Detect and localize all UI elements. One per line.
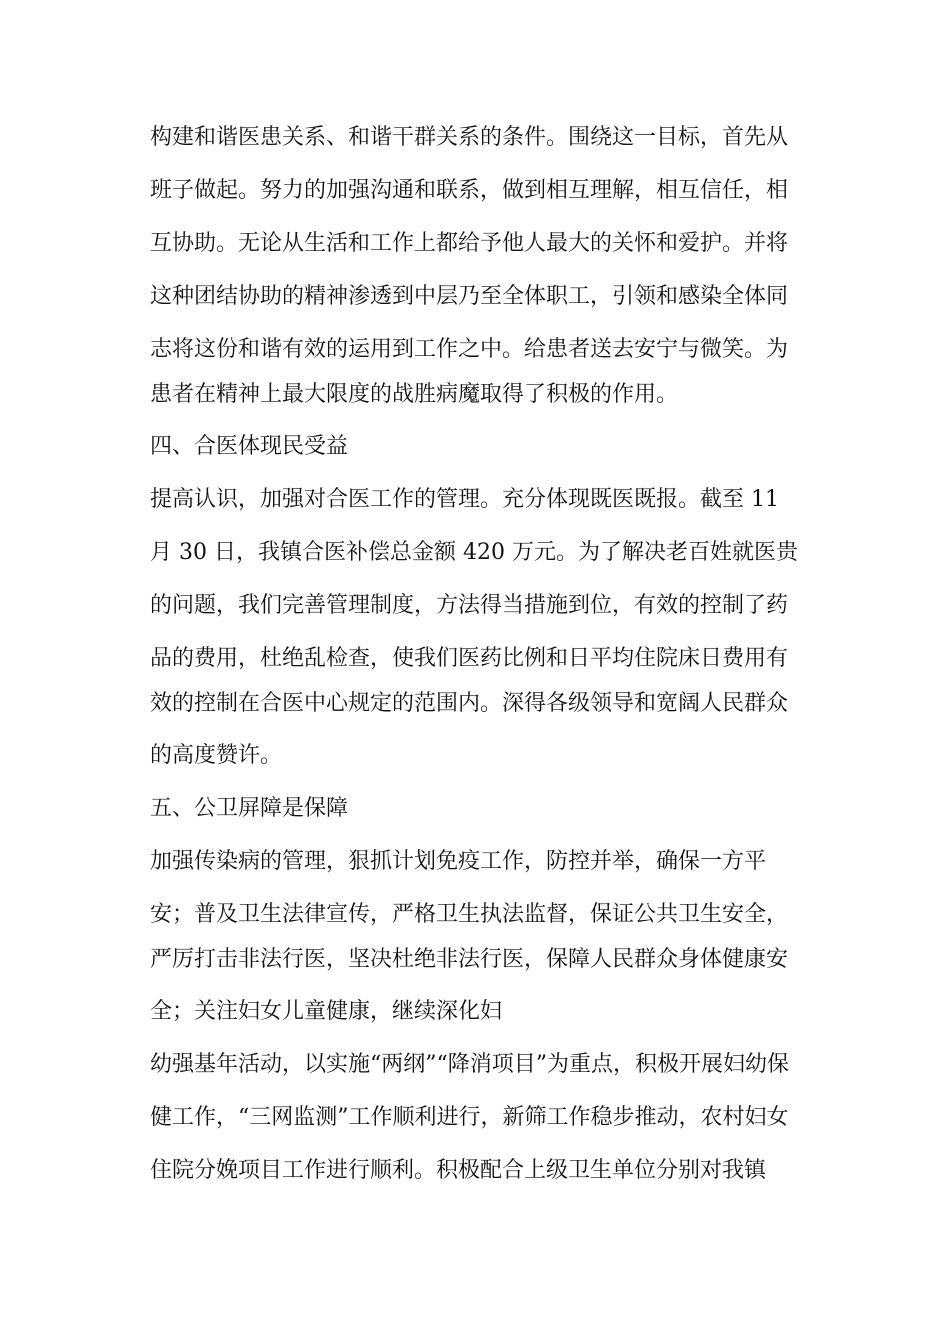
text-line: 构建和谐医患关系、和谐干群关系的条件。围绕这一目标，首先从 <box>150 125 789 150</box>
text-line: 幼强基年活动，以实施“两纲”“降消项目”为重点，积极开展妇幼保 <box>150 1052 789 1077</box>
text-line: 品的费用，杜绝乱检查，使我们医药比例和日平均住院床日费用有 <box>150 646 789 671</box>
text-line: 加强传染病的管理，狠抓计划免疫工作，防控并举，确保一方平 <box>150 849 767 874</box>
text-line: 提高认识，加强对合医工作的管理。充分体现既医既报。截至 11 <box>150 487 779 512</box>
text-line: 这种团结协助的精神渗透到中层乃至全体职工，引领和感染全体同 <box>150 284 789 309</box>
text-line: 住院分娩项目工作进行顺利。积极配合上级卫生单位分别对我镇 <box>150 1158 767 1183</box>
text-line: 严厉打击非法行医，坚决杜绝非法行医，保障人民群众身体健康安 <box>150 947 789 972</box>
text-line: 互协助。无论从生活和工作上都给予他人最大的关怀和爱护。并将 <box>150 231 789 256</box>
text-line: 的高度赞许。 <box>150 743 283 768</box>
text-line: 效的控制在合医中心规定的范围内。深得各级领导和宽阔人民群众 <box>150 691 789 716</box>
text-line: 班子做起。努力的加强沟通和联系，做到相互理解，相互信任，相 <box>150 178 789 203</box>
text-line: 安；普及卫生法律宣传，严格卫生执法监督，保证公共卫生安全， <box>150 902 789 927</box>
text-line: 全；关注妇女儿童健康，继续深化妇 <box>150 999 503 1024</box>
section-heading: 五、公卫屏障是保障 <box>150 796 349 821</box>
text-line: 的问题，我们完善管理制度，方法得当措施到位，有效的控制了药 <box>150 593 789 618</box>
text-line: 月 30 日，我镇合医补偿总金额 420 万元。为了解决老百姓就医贵 <box>150 540 798 565</box>
text-line: 健工作，“三网监测”工作顺利进行，新筛工作稳步推动，农村妇女 <box>150 1105 789 1130</box>
text-line: 志将这份和谐有效的运用到工作之中。给患者送去安宁与微笑。为 <box>150 337 789 362</box>
section-heading: 四、合医体现民受益 <box>150 434 349 459</box>
text-line: 患者在精神上最大限度的战胜病魔取得了积极的作用。 <box>150 382 679 407</box>
